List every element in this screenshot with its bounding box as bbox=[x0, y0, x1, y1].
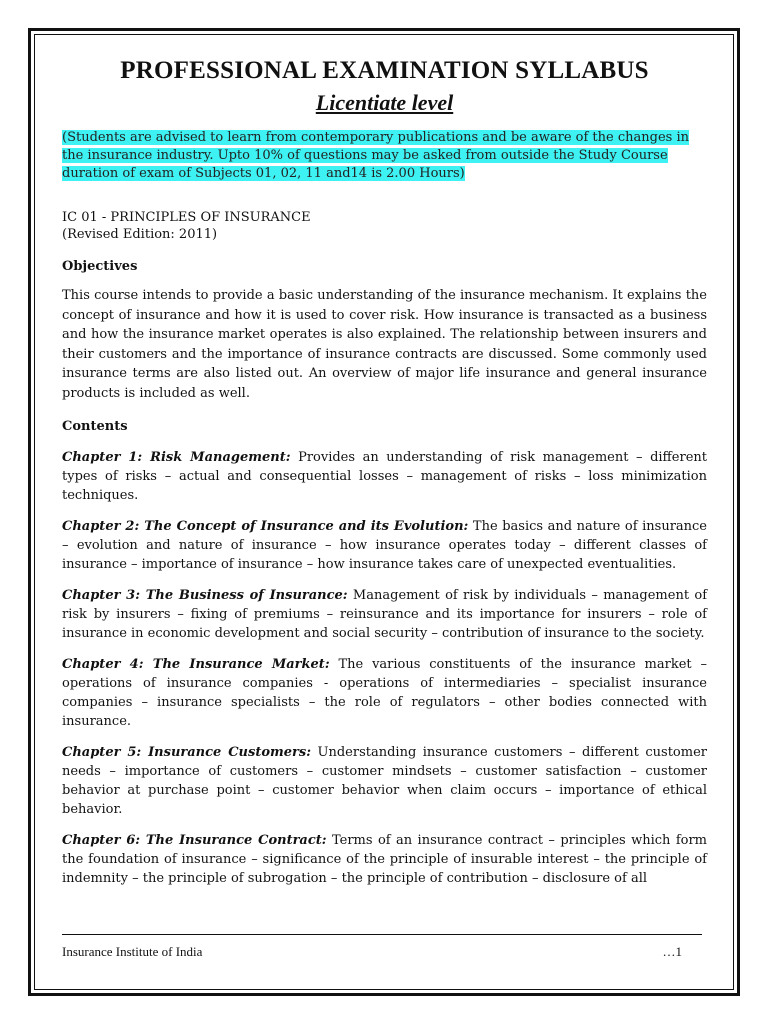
page-subtitle: Licentiate level bbox=[315, 90, 454, 115]
chapter-text: Terms of an insurance contract – principles which form the foundation of insurance – significance of the principle of insurable interest – the principle of indemnity – the principle of subrogation – the principle of contribution – disclosure of all bbox=[62, 833, 707, 886]
chapter-title: Chapter 5: Insurance Customers: bbox=[62, 745, 311, 760]
chapter-title: Chapter 1: Risk Management: bbox=[62, 450, 291, 465]
chapter-1 bbox=[62, 448, 707, 505]
chapter-text: Provides an understanding of risk management – different types of risks – actual and consequential losses – management of risks – loss minimization techniques. bbox=[62, 450, 707, 503]
highlighted-notice bbox=[62, 129, 707, 183]
chapter-title: Chapter 6: The Insurance Contract: bbox=[62, 833, 327, 848]
page-title: PROFESSIONAL EXAMINATION SYLLABUS bbox=[120, 57, 649, 84]
chapter-text: Understanding insurance customers – different customer needs – importance of customers – customer mindsets – customer satisfaction – customer behavior at purchase point – customer behavior when claim occurs – importance of ethical behavior. bbox=[62, 745, 707, 817]
chapter-4 bbox=[62, 655, 707, 731]
course-edition: (Revised Edition: 2011) bbox=[62, 227, 218, 242]
footer-divider bbox=[62, 934, 702, 935]
chapter-title: Chapter 3: The Business of Insurance: bbox=[62, 588, 348, 603]
chapter-text: The basics and nature of insurance – evolution and nature of insurance – how insurance operates today – different classes of insurance – importance of insurance – how insurance takes care of unexpected eventualities. bbox=[62, 519, 708, 572]
course-block bbox=[62, 209, 707, 243]
page-number: …1 bbox=[662, 944, 682, 959]
chapter-title: Chapter 2: The Concept of Insurance and its Evolution: bbox=[62, 519, 469, 534]
chapter-2 bbox=[62, 517, 707, 574]
chapter-text: The various constituents of the insurance market – operations of insurance companies - operations of intermediaries – specialist insurance companies – insurance specialists – the role of regulators – other bodies connected with insurance. bbox=[62, 657, 707, 729]
objectives-text: This course intends to provide a basic understanding of the insurance mechanism. It explains the concept of insurance and how it is used to cover risk. How insurance is transacted as a business and how the insurance market operates is also explained. The relationship between insurers and their customers and the importance of insurance contracts are discussed. Some commonly used insurance terms are also listed out. An overview of major life insurance and general insurance products is included as well. bbox=[62, 288, 707, 401]
page-content bbox=[62, 52, 707, 888]
objectives-heading: Objectives bbox=[62, 259, 138, 274]
chapter-3 bbox=[62, 586, 707, 643]
footer-institute: Insurance Institute of India bbox=[62, 944, 203, 959]
chapter-5 bbox=[62, 743, 707, 819]
chapter-title: Chapter 4: The Insurance Market: bbox=[62, 657, 330, 672]
notice-text: (Students are advised to learn from contemporary publications and be aware of the changes in the insurance industry. Upto 10% of questions may be asked from outside the Study Course duration of exam of Subjects 01, 02, 11 and14 is 2.00 Hours) bbox=[62, 130, 689, 181]
chapter-text: Management of risk by individuals – management of risk by insurers – fixing of premiums – reinsurance and its importance for insurers – role of insurance in economic development and social security – contribution of insurance to the society. bbox=[62, 588, 708, 641]
course-title: IC 01 - PRINCIPLES OF INSURANCE bbox=[62, 210, 311, 225]
contents-heading: Contents bbox=[62, 419, 128, 434]
chapter-6 bbox=[62, 831, 707, 888]
